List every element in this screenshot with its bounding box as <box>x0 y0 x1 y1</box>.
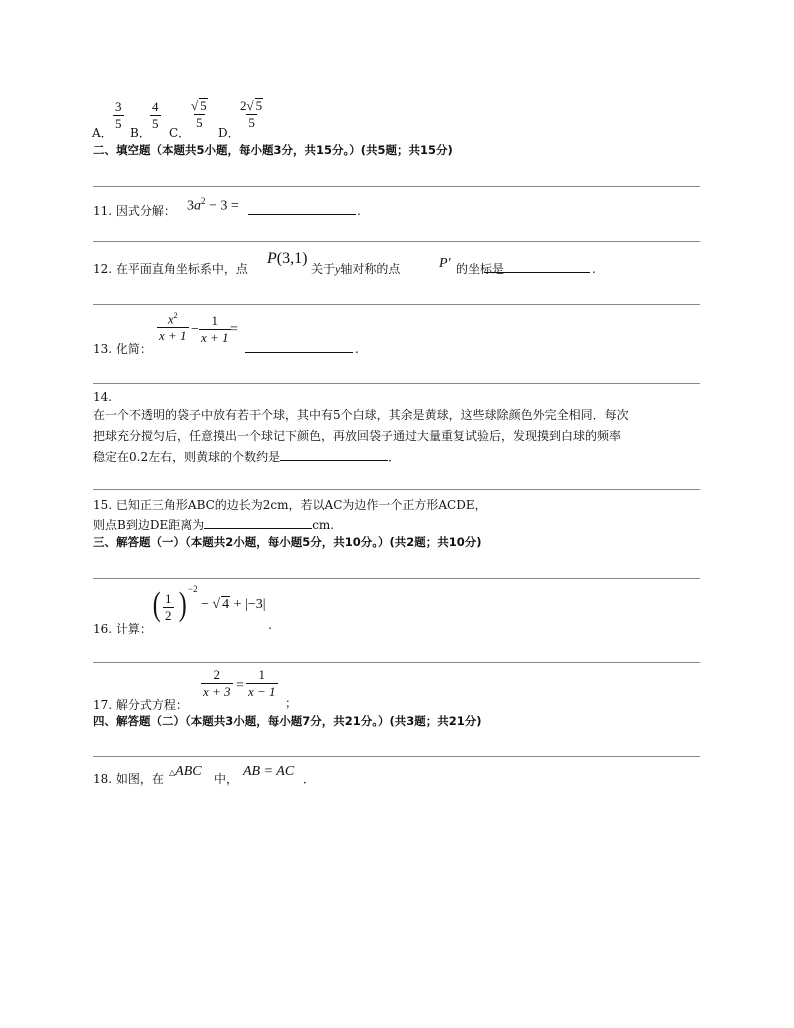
q13-label: 13. 化简： <box>93 342 152 356</box>
q13-equals: = <box>230 322 238 337</box>
choice-a-letter: A． <box>92 126 113 140</box>
q18 <box>93 764 493 788</box>
choice-c-den: 5 <box>196 114 203 130</box>
q18-triangle <box>169 764 202 780</box>
q16-exponent: −2 <box>188 584 198 594</box>
q12-label: 12. 在平面直角坐标系中，点 <box>93 262 248 276</box>
q15-answer-blank[interactable] <box>204 516 312 529</box>
q13 <box>93 312 593 356</box>
q15-unit: cm. <box>312 518 335 532</box>
q16 <box>93 586 493 634</box>
choice-b-fraction <box>150 100 161 130</box>
q16-period: . <box>268 618 272 632</box>
choice-d-fraction <box>238 98 265 129</box>
q17-label: 17. 解分式方程： <box>93 698 188 712</box>
section3-heading: 三、解答题（一）（本题共2小题，每小题5分，共10分。）(共2题；共10分) <box>93 535 482 549</box>
choice-c-num: √ 5 <box>191 98 207 113</box>
q16-rest: − √ 4 + |−3| <box>201 597 266 612</box>
q15-line2: 则点B到边DE距离为 <box>93 518 205 532</box>
q17-l-num: 2 <box>213 667 221 682</box>
q18-tri-name: ABC <box>175 764 202 779</box>
section2-heading: 二、填空题（本题共5小题，每小题3分，共15分。）(共5题；共15分) <box>93 143 453 157</box>
q12-period: . <box>592 262 596 276</box>
q11-rest: − 3 = <box>205 198 239 214</box>
q13-minus: − <box>191 322 199 337</box>
divider <box>93 304 700 305</box>
q14-line3-row <box>93 448 713 469</box>
q18-end: ． <box>303 772 316 786</box>
choice-d-coef: 2 <box>240 98 247 113</box>
divider <box>93 662 700 663</box>
q15-line1: 15. 已知正三角形ABC的边长为2cm，若以AC为边作一个正方形ACDE， <box>93 498 487 512</box>
divider <box>93 578 700 579</box>
q12-point2: P′ <box>439 256 451 271</box>
q12-answer-blank[interactable] <box>484 260 590 273</box>
choice-row <box>92 98 392 138</box>
q13-f2-num: 1 <box>211 313 219 328</box>
choice-b-den: 5 <box>152 115 159 131</box>
q16-sqrt: 4 <box>222 597 230 612</box>
q12-coords: (3,1) <box>276 250 308 267</box>
choice-a-num: 3 <box>115 99 122 114</box>
choice-a-fraction <box>113 100 124 130</box>
q12-axis: y <box>335 262 341 276</box>
q16-frac-num: 1 <box>165 591 172 606</box>
divider <box>93 241 700 242</box>
q13-f1-den: x + 1 <box>159 327 187 343</box>
q13-fraction-1 <box>157 312 189 343</box>
q13-fraction-2 <box>199 314 231 344</box>
q18-label: 18. 如图，在 <box>93 772 164 786</box>
q14 <box>93 390 713 469</box>
q14-line2: 把球充分搅匀后，任意摸出一个球记下颜色，再放回袋子通过大量重复试验后，发现摸到白球的频率 <box>93 429 622 443</box>
q18-mid: 中， <box>214 772 239 786</box>
q11-expression <box>187 196 239 215</box>
q14-period: ． <box>388 450 401 464</box>
q11-var: a <box>194 198 201 214</box>
choice-c-fraction <box>189 98 210 129</box>
q14-line3: 稳定在0.2左右，则黄球的个数约是 <box>93 450 281 464</box>
q17 <box>93 668 493 712</box>
q16-fraction <box>163 592 174 622</box>
q18-equation: AB = AC <box>243 764 295 779</box>
q12-mid2: 轴对称的点 <box>340 262 401 276</box>
q17-end: ； <box>285 696 298 710</box>
q12-mid: 关于 <box>311 262 336 276</box>
q15 <box>93 496 713 534</box>
q17-r-den: x − 1 <box>248 683 276 699</box>
q12-text-mid <box>311 260 400 277</box>
q13-f1-num: $x^2$ <box>167 311 178 327</box>
q14-line1: 在一个不透明的袋子中放有若干个球，其中有5个白球，其余是黄球，这些球除颜色外完全相同．每次 <box>93 408 629 422</box>
choice-c-letter: C． <box>169 126 191 140</box>
choice-b-num: 4 <box>152 99 159 114</box>
q11-label: 11. 因式分解： <box>93 204 176 218</box>
choice-a-den: 5 <box>115 115 122 131</box>
q12-point-name: P <box>267 250 277 267</box>
triangle-icon: △ <box>169 768 176 777</box>
q14-number: 14. <box>93 390 113 404</box>
q14-answer-blank[interactable] <box>280 448 388 461</box>
q11 <box>93 196 593 222</box>
section4-heading: 四、解答题（二）（本题共3小题，每小题7分，共21分。）(共3题；共21分) <box>93 714 482 728</box>
q12-text-after: 的坐标是 <box>456 262 505 276</box>
q17-l-den: x + 3 <box>203 683 231 699</box>
choice-d-radicand: 5 <box>255 98 263 113</box>
q11-coef: 3 <box>187 198 194 214</box>
q16-abs: −3 <box>247 597 263 612</box>
q17-right-fraction <box>246 668 278 698</box>
q17-left-fraction <box>201 668 233 698</box>
choice-d-num: 2√ 5 <box>240 98 263 113</box>
q17-equals: = <box>236 678 244 693</box>
q16-label: 16. 计算： <box>93 622 152 636</box>
q16-lparen: ( <box>152 586 161 623</box>
q15-line2-row <box>93 516 713 534</box>
divider <box>93 756 700 757</box>
divider <box>93 489 700 490</box>
q12-point <box>267 250 307 268</box>
divider <box>93 186 700 187</box>
choice-d-den: 5 <box>248 114 255 130</box>
q13-f2-den: x + 1 <box>201 329 229 345</box>
q12 <box>93 250 713 278</box>
q17-r-num: 1 <box>258 667 266 682</box>
q11-period: . <box>357 204 361 218</box>
q16-rparen: ) <box>178 586 187 623</box>
q11-answer-blank[interactable] <box>248 202 356 215</box>
choice-d-letter: D． <box>218 126 240 140</box>
q13-answer-blank[interactable] <box>245 340 353 353</box>
choice-b-letter: B． <box>130 126 151 140</box>
divider <box>93 383 700 384</box>
q13-period: . <box>355 342 359 356</box>
q11-sup: 2 <box>201 196 206 206</box>
choice-c-radicand: 5 <box>200 98 207 113</box>
q16-frac-den: 2 <box>165 607 172 623</box>
